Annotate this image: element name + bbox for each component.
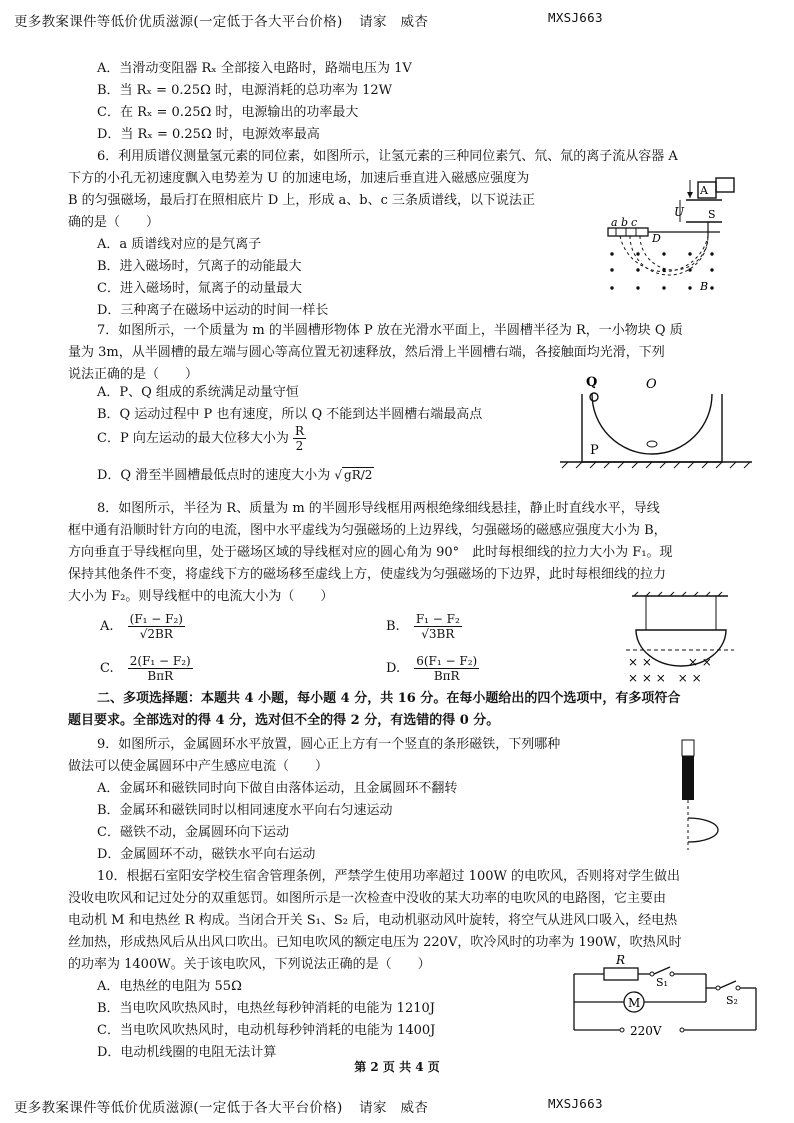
q8-line-2: 框中通有沿顺时针方向的电流，图中水平虚线为匀强磁场的上边界线，匀强磁场的磁感应强度大小为 B， [68,523,667,538]
q7-option-c-fraction [293,424,306,453]
label-220v: 220V [630,1024,662,1038]
page-number: 第 2 页 共 4 页 [354,1060,440,1074]
q7-option-d-text: D．Q 滑至半圆槽最低点时的速度大小为 [97,468,331,483]
q10-option-a: A．电热丝的电阻为 55Ω [97,979,242,994]
q8-line-5: 大小为 F₂。则导线框中的电流大小为（ ） [68,589,334,604]
q7-option-d [97,466,374,485]
q8-d-label: D. [386,661,401,676]
q10-option-d: D．电动机线圈的电阻无法计算 [97,1045,277,1060]
q7-option-d-root: √ gR/2 [334,468,373,482]
label-r: R [616,953,626,967]
q8-a-label: A. [100,619,114,634]
q7-line-2: 量为 3m，从半圆槽的最左端与圆心等高位置无初速释放，然后滑上半圆槽右端，各接触面均光滑，下列 [68,345,665,360]
q8-option-a [100,612,185,641]
section-2-heading-2: 题目要求。全部选对的得 4 分，选对但不全的得 2 分，有选错的得 0 分。 [68,713,500,728]
q8-b-den: √3BR [421,627,455,641]
q10-line-5: 的功率为 1400W。关于该电吹风，下列说法正确的是（ ） [68,957,431,972]
q8-b-fraction [414,612,462,641]
label-u: U [674,205,685,219]
q10-line-3: 电动机 M 和电热丝 R 构成。当闭合开关 S₁、S₂ 后，电动机驱动风叶旋转，将空气从进风口吸入，经电热 [68,913,678,928]
q9-option-c: C．磁铁不动，金属圆环向下运动 [97,825,289,840]
label-s2: S₂ [726,994,738,1007]
q6-line-4: 确的是（ ） [68,215,160,230]
label-a: a [611,216,618,229]
x-row-2: × × × × × [628,671,702,685]
q6-line-1: 6．利用质谱仪测量氢元素的同位素，如图所示，让氢元素的三种同位素氕、氘、氚的离子流从容器 A [97,149,678,164]
q6-line-3: B 的匀强磁场，最后打在照相底片 D 上，形成 a、b、c 三条质谱线，以下说法正 [68,193,535,208]
label-p: P [590,443,599,458]
q9-option-a: A．金属环和磁铁同时向下做自由落体运动，且金属圆环不翻转 [97,781,458,796]
q8-line-1: 8．如图所示，半径为 R、质量为 m 的半圆形导线框用两根绝缘细线悬挂，静止时直线水平，导线 [97,501,660,516]
q6-line-2: 下方的小孔无初速度飘入电势差为 U 的加速电场，加速后垂直进入磁感应强度为 [68,171,530,186]
magnet-ring-diagram [668,738,748,852]
q8-a-fraction [128,612,185,641]
q8-d-fraction [414,654,479,683]
header-code: MXSJ663 [548,10,603,25]
label-m: M [628,996,641,1010]
q9-option-d: D．金属圆环不动，磁铁水平向右运动 [97,847,316,862]
label-c: c [631,216,638,229]
q8-b-label: B. [386,619,400,634]
label-o: O [646,377,657,392]
q5-option-c: C．在 Rₓ = 0.25Ω 时，电源输出的功率最大 [97,105,359,120]
q5-option-a: A．当滑动变阻器 Rₓ 全部接入电路时，路端电压为 1V [97,61,412,76]
q8-option-c [100,654,193,683]
q6-option-b: B．进入磁场时，氕离子的动能最大 [97,259,302,274]
q8-d-num: 6(F₁ − F₂) [416,654,478,668]
q8-option-b [386,612,462,641]
q7-option-c [97,424,306,453]
page-footer [14,1096,603,1116]
q8-option-d [386,654,479,683]
semicircle-groove-diagram [556,370,756,470]
q5-option-d: D．当 Rₓ = 0.25Ω 时，电源效率最高 [97,127,320,142]
q8-line-4: 保持其他条件不变，将虚线下方的磁场移至虚线上方，使虚线为匀强磁场的下边界，此时每根细线的拉力 [68,567,667,582]
q7-option-c-text: C．P 向左运动的最大位移大小为 [97,431,289,446]
x-row-1: × × × × [628,655,712,669]
label-a-container: A [700,184,708,197]
mass-spectrometer-diagram [600,172,750,307]
q6-option-a: A．a 质谱线对应的是氕离子 [97,237,262,252]
q10-line-2: 没收电吹风和记过处分的双重惩罚。如图所示是一次检查中没收的某大功率的电吹风的电路图，它主要由 [68,891,667,906]
q8-c-label: C. [100,661,114,676]
q8-a-den: √2BR [139,627,173,641]
q8-c-den: BπR [147,669,174,683]
footer-text: 更多教案课件等低价优质滋源(一定低于各大平台价格) [14,1100,343,1116]
label-d: D [652,232,661,245]
footer-code: MXSJ663 [548,1096,603,1111]
q7-line-3: 说法正确的是（ ） [68,367,199,382]
q7-c-den: 2 [295,439,304,453]
q8-c-num: 2(F₁ − F₂) [129,654,191,668]
label-q: Q [586,375,598,390]
header-text: 更多教案课件等低价优质滋源(一定低于各大平台价格) [14,14,343,30]
q8-line-3: 方向垂直于导线框向里，处于磁场区域的导线框对应的圆心角为 90° 此时每根细线的拉力大小为 F₁。现 [68,545,673,560]
q5-option-b: B．当 Rₓ = 0.25Ω 时，电源消耗的总功率为 12W [97,83,393,98]
q6-option-d: D．三种离子在磁场中运动的时间一样长 [97,303,329,318]
q7-line-1: 7．如图所示，一个质量为 m 的半圆槽形物体 P 放在光滑水平面上，半圆槽半径为 R，一小物块 Q 质 [97,323,683,338]
q10-line-1: 10．根据石室阳安学校生宿舍管理条例，严禁学生使用功率超过 100W 的电吹风，否则将对学生做出 [97,869,680,884]
section-2-heading-1: 二、多项选择题：本题共 4 小题，每小题 4 分，共 16 分。在每小题给出的四个选项中，有多项符合 [97,691,681,706]
q8-d-den: BπR [433,669,460,683]
label-s1: S₁ [656,976,668,989]
q8-a-num: (F₁ − F₂) [129,612,183,626]
q7-option-b: B．Q 运动过程中 P 也有速度，所以 Q 不能到达半圆槽右端最高点 [97,407,483,422]
q7-c-num: R [294,424,305,438]
label-field-b: B [700,280,709,293]
label-b: b [621,216,629,229]
q9-line-1: 9．如图所示，金属圆环水平放置，圆心正上方有一个竖直的条形磁铁，下列哪种 [97,737,561,752]
q8-b-num: F₁ − F₂ [415,612,460,626]
q6-option-c: C．进入磁场时，氚离子的动量最大 [97,281,302,296]
semicircle-loop-diagram [620,592,740,686]
page-header [14,10,603,30]
q7-option-a: A．P、Q 组成的系统满足动量守恒 [97,385,299,400]
q9-option-b: B．金属环和磁铁同时以相同速度水平向右匀速运动 [97,803,393,818]
hair-dryer-circuit-diagram [566,954,766,1048]
q9-line-2: 做法可以使金属圆环中产生感应电流（ ） [68,759,329,774]
footer-contact: 请家 威杏 [359,1100,429,1116]
q10-option-b: B．当电吹风吹热风时，电热丝每秒钟消耗的电能为 1210J [97,1001,435,1016]
label-s: S [708,208,716,221]
q8-c-fraction [128,654,193,683]
header-contact: 请家 威杏 [359,14,429,30]
q10-option-c: C．当电吹风吹热风时，电动机每秒钟消耗的电能为 1400J [97,1023,436,1038]
q10-line-4: 丝加热，形成热风后从出风口吹出。已知电吹风的额定电压为 220V，吹冷风时的功率为 190W，吹热风时 [68,935,682,950]
